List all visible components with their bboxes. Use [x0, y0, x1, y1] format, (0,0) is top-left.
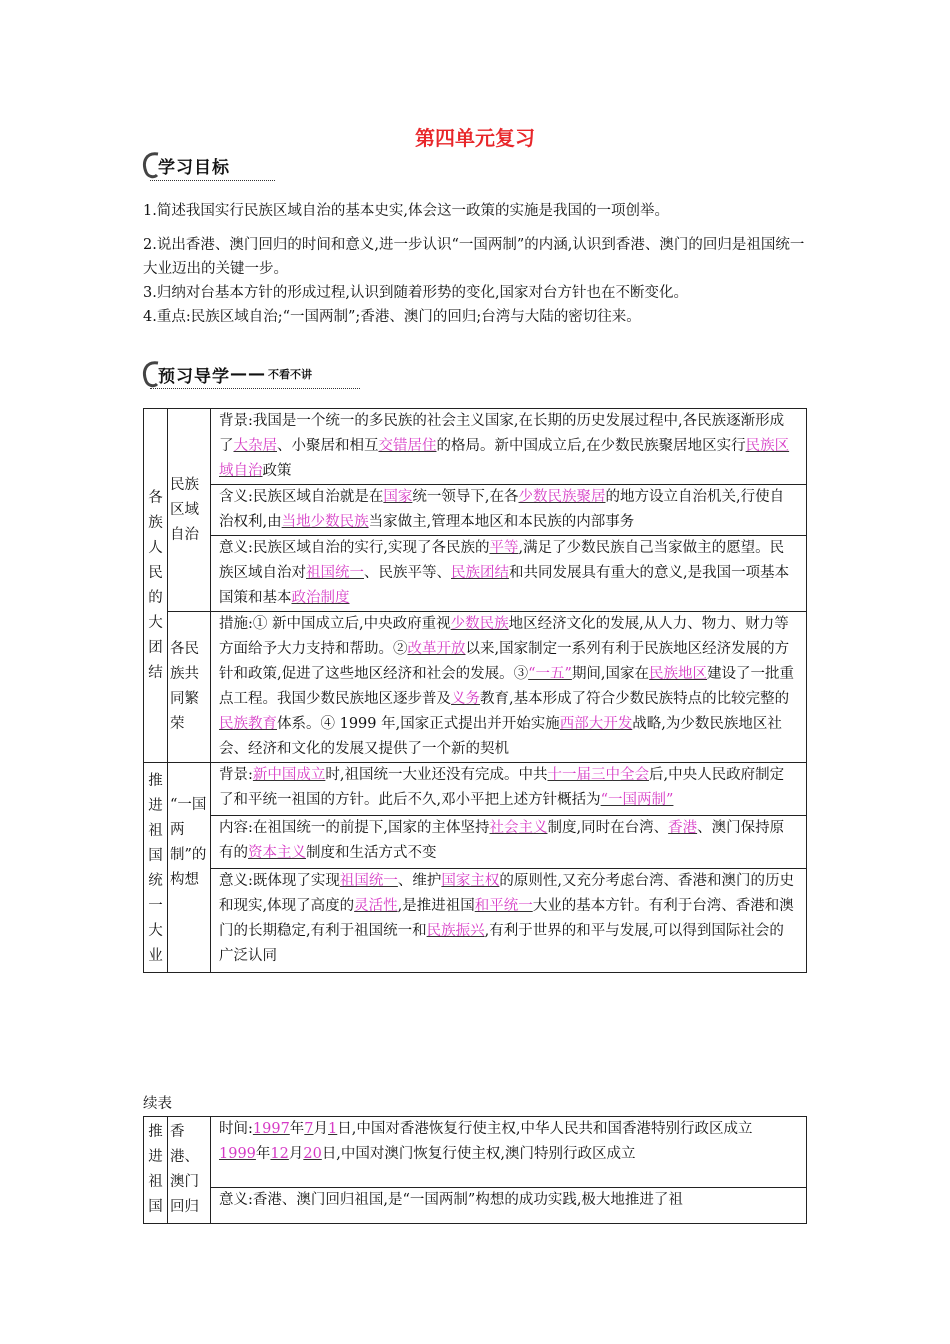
- cell-text: 日,中国对香港恢复行使主权,中华人民共和国香港特别行政区成立: [337, 1121, 753, 1137]
- fill-blank: 平等: [489, 540, 519, 556]
- subcategory-cell: 民族区域自治: [168, 409, 211, 612]
- cell-text: 年: [289, 1121, 305, 1137]
- table-cell-time: [211, 1117, 807, 1188]
- cell-text: 当家做主,管理本地区和本民族的内部事务: [368, 514, 635, 530]
- section-heading-goals: 学习目标: [158, 157, 230, 178]
- section-banner-preview: [140, 359, 312, 389]
- cell-text: ,满足了少数民族自己当家做主的愿望。民族区域自治对: [219, 540, 785, 581]
- cell-text: 制度和生活方式不变: [306, 844, 437, 861]
- table-cell-significance: 意义:香港、澳门回归祖国,是“一国两制”构想的成功实践,极大地推进了祖: [211, 1187, 807, 1223]
- fill-blank: 民族振兴: [426, 922, 485, 939]
- fill-blank: 祖国统一: [306, 565, 364, 581]
- cell-text: 时,祖国统一大业还没有完成。中共: [325, 767, 548, 783]
- section-heading-preview: 预习导学: [158, 366, 230, 387]
- fill-blank: 祖国统一: [339, 872, 398, 889]
- goal-item: 4.重点:民族区域自治;“一国两制”;香港、澳门的回归;台湾与大陆的密切往来。: [143, 309, 641, 325]
- table-cell-significance: [211, 536, 807, 612]
- fill-blank: 民族区域自治: [219, 438, 790, 479]
- fill-blank: 政治制度: [291, 590, 350, 606]
- cell-text: 的地方设立自治机关,行使自治权利,由: [219, 489, 785, 530]
- fill-blank: 国家: [383, 489, 413, 505]
- cell-text: 、澳门保持原有的: [219, 819, 785, 861]
- cell-text: 地区经济文化的发展,从人力、物力、财力等方面给予大力支持和帮助。②: [219, 616, 789, 657]
- banner-underline: [150, 180, 275, 181]
- cell-text: 意义:民族区域自治的实行,实现了各民族的: [219, 540, 490, 556]
- cell-text: 时间:: [219, 1121, 253, 1137]
- fill-blank: 资本主义: [248, 844, 306, 861]
- fill-blank: 交错居住: [378, 438, 437, 454]
- learning-goals: [143, 199, 813, 329]
- fill-blank: 1997: [252, 1121, 290, 1137]
- cell-text: 日,中国对澳门恢复行使主权,澳门特别行政区成立: [321, 1146, 636, 1162]
- cell-text: ,是推进祖国: [397, 897, 475, 914]
- fill-blank: 社会主义: [489, 819, 548, 836]
- cell-text: 、民族平等、: [364, 565, 451, 581]
- cell-text: 背景:我国是一个统一的多民族的社会主义国家,在长期的历史发展过程中,各民族逐渐形成了: [219, 413, 785, 454]
- goal-item: 3.归纳对台基本方针的形成过程,认识到随着形势的变化,国家对台方针也在不断变化。: [143, 285, 689, 301]
- fill-blank: 1999: [219, 1146, 256, 1162]
- cell-text: 月: [313, 1121, 329, 1137]
- fill-blank: “一国两制”: [600, 792, 674, 808]
- fill-blank: 香港: [668, 819, 698, 836]
- cell-text: 以来,国家制定一系列有利于民族地区经济发展的方针和政策,促进了这些地区经济和社会的发展。③: [219, 641, 790, 682]
- subcategory-cell: “一国两制”的构想: [168, 763, 211, 973]
- cell-text: 和共同发展具有重大的意义,是我国一项基本国策和基本: [219, 565, 790, 606]
- table-cell-significance: [211, 868, 807, 973]
- goal-item: 2.说出香港、澳门回归的时间和意义,进一步认识“一国两制”的内涵,认识到香港、澳门的回归是祖国统一大业迈出的关键一步。: [143, 237, 805, 277]
- banner-underline: [150, 388, 360, 389]
- category-cell: 推进祖国: [144, 1117, 168, 1224]
- cell-text: 大业的基本方针。有利于台湾、香港和澳门的长期稳定,有利于祖国统一和: [219, 897, 794, 939]
- page-title: 第四单元复习: [415, 126, 535, 150]
- cell-text: 内容:在祖国统一的前提下,国家的主体坚持: [219, 819, 490, 836]
- fill-blank: 新中国成立: [252, 767, 326, 783]
- continued-table: [143, 1116, 807, 1224]
- fill-blank: 20: [303, 1146, 322, 1162]
- fill-blank: 1: [328, 1121, 338, 1137]
- cell-text: 的原则性,又充分考虑台湾、香港和澳门的历史和现实,体现了高度的: [219, 872, 794, 914]
- cell-text: 后,中央人民政府制定了和平统一祖国的方针。此后不久,邓小平把上述方针概括为: [219, 767, 785, 808]
- cell-text: 年: [255, 1146, 271, 1162]
- cell-text: 期间,国家在: [571, 666, 650, 682]
- fill-blank: 西部大开发: [559, 716, 633, 732]
- fill-blank: “一五”: [528, 666, 572, 682]
- cell-text: 意义:既体现了实现: [219, 872, 340, 889]
- fill-blank: 国家主权: [441, 872, 500, 889]
- cell-text: 背景:: [219, 767, 253, 783]
- cell-text: 统一领导下,在各: [412, 489, 519, 505]
- fill-blank: 当地少数民族: [281, 514, 369, 530]
- category-cell: 各族人民的大团结: [144, 409, 168, 763]
- table-cell-background: [211, 409, 807, 485]
- subcategory-cell: 各民族共同繁荣: [168, 612, 211, 763]
- continued-label: 续表: [143, 1096, 172, 1112]
- cell-text: 措施:① 新中国成立后,中央政府重视: [219, 616, 451, 632]
- category-cell: 推进祖国统一大业: [144, 763, 168, 973]
- cell-text: 战略,为少数民族地区社会、经济和文化的发展又提供了一个新的契机: [219, 716, 782, 757]
- section-banner-goals: [140, 150, 230, 180]
- cell-text: 、小聚居和相互: [277, 438, 379, 454]
- section-heading-dash: ——: [230, 364, 266, 384]
- fill-blank: 民族地区: [649, 666, 708, 682]
- cell-text: 体系。④ 1999 年,国家正式提出并开始实施: [277, 716, 560, 732]
- table-cell-background: [211, 763, 807, 816]
- cell-text: ,有利于世界的和平与发展,可以得到国际社会的广泛认同: [219, 922, 784, 964]
- goal-item: 1.简述我国实行民族区域自治的基本史实,体会这一政策的实施是我国的一项创举。: [143, 203, 669, 219]
- fill-blank: 12: [270, 1146, 289, 1162]
- review-table: [143, 408, 807, 973]
- fill-blank: 灵活性: [354, 897, 398, 914]
- table-cell-measures: [211, 612, 807, 763]
- fill-blank: 大杂居: [233, 438, 277, 454]
- fill-blank: 民族团结: [451, 565, 509, 581]
- cell-text: 建设了一批重点工程。我国少数民族地区逐步普及: [219, 666, 795, 707]
- fill-blank: 十一届三中全会: [547, 767, 649, 783]
- cell-text: 的格局。新中国成立后,在少数民族聚居地区实行: [436, 438, 746, 454]
- fill-blank: 民族教育: [219, 716, 277, 732]
- cell-text: 月: [288, 1146, 304, 1162]
- fill-blank: 义务: [451, 691, 480, 707]
- fill-blank: 和平统一: [474, 897, 533, 914]
- cell-text: 含义:民族区域自治就是在: [219, 489, 384, 505]
- subcategory-cell: 香港、澳门回归: [168, 1117, 211, 1224]
- table-cell-content: [211, 815, 807, 868]
- cell-text: 教育,基本形成了符合少数民族特点的比较完整的: [480, 691, 790, 707]
- table-cell-meaning: [211, 485, 807, 536]
- fill-blank: 少数民族聚居: [518, 489, 606, 505]
- section-heading-sub: 不看不讲: [268, 368, 312, 381]
- fill-blank: 改革开放: [407, 641, 466, 657]
- cell-text: 政策: [262, 463, 292, 479]
- fill-blank: 少数民族: [450, 616, 509, 632]
- cell-text: 制度,同时在台湾、: [547, 819, 669, 836]
- fill-blank: 7: [304, 1121, 314, 1137]
- cell-text: 、维护: [397, 872, 442, 889]
